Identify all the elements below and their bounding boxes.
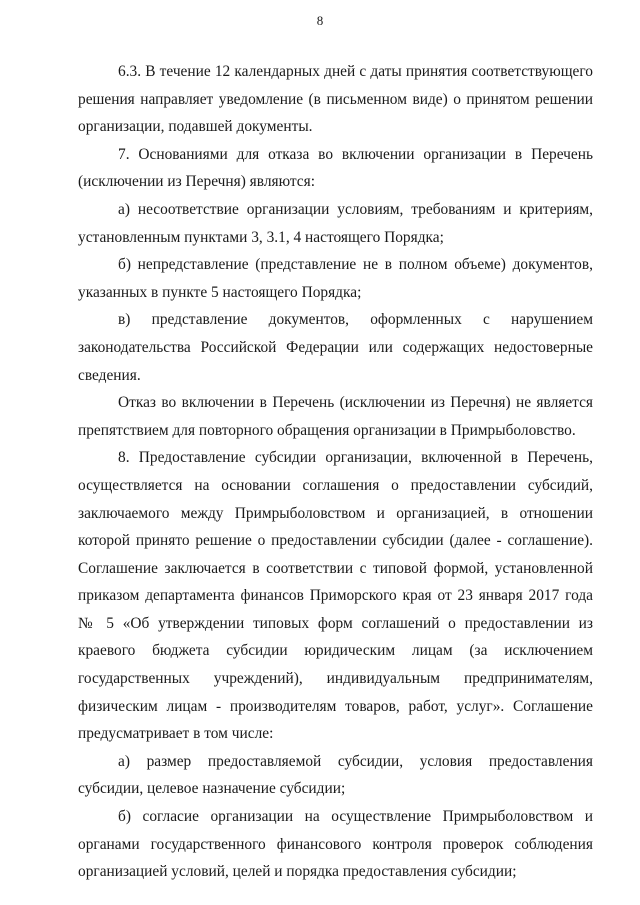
- paragraph-7-v: в) представление документов, оформленных с нарушением законодательства Российской Федерации или содержащих недостоверные сведения.: [78, 311, 593, 384]
- paragraph-6-3: 6.3. В течение 12 календарных дней с даты принятия соответствующего решения направляет уведомление (в письменном виде) о принятом решении организации, подавшей документы.: [78, 63, 593, 136]
- paragraph-7-b: б) непредставление (представление не в полном объеме) документов, указанных в пункте 5 настоящего Порядка;: [78, 256, 593, 301]
- paragraph-8-a: а) размер предоставляемой субсидии, условия предоставления субсидии, целевое назначение субсидии;: [78, 752, 593, 798]
- paragraph-refusal-note: Отказ во включении в Перечень (исключении из Перечня) не является препятствием для повторного обращения организации в Примрыболовство.: [78, 394, 593, 439]
- paragraph-7-a: а) несоответствие организации условиям, требованиям и критериям, установленным пунктами 3, 3.1, 4 настоящего Порядка;: [78, 200, 593, 246]
- page-number: 8: [316, 13, 324, 28]
- paragraph-7: 7. Основаниями для отказа во включении организации в Перечень (исключении из Перечня) являются:: [78, 145, 593, 191]
- paragraph-8-b: б) согласие организации на осуществление Примрыболовством и органами государственного финансового контроля проверок соблюдения организацией условий, целей и порядка предоставления субсидии;: [78, 808, 593, 881]
- paragraph-8: 8. Предоставление субсидии организации, включенной в Перечень, осуществляется на основании соглашения о предоставлении субсидий, заключаемого между Примрыболовством и организацией, в отношении которой принято решение о предоставлении субсидии (далее - соглашение). Соглашение заключается в соответствии с типовой формой, установленной приказом департамента финансов Приморского края от 23 января 2017 года № 5 «Об утверждении типовых форм соглашений о предоставлении из краевого бюджета субсидии юридическим лицам (за исключением государственных учреждений), индивидуальным предпринимателям, физическим лицам - производителям товаров, работ, услуг». Соглашение предусматривает в том числе:: [78, 449, 593, 743]
- document-body: [78, 58, 593, 886]
